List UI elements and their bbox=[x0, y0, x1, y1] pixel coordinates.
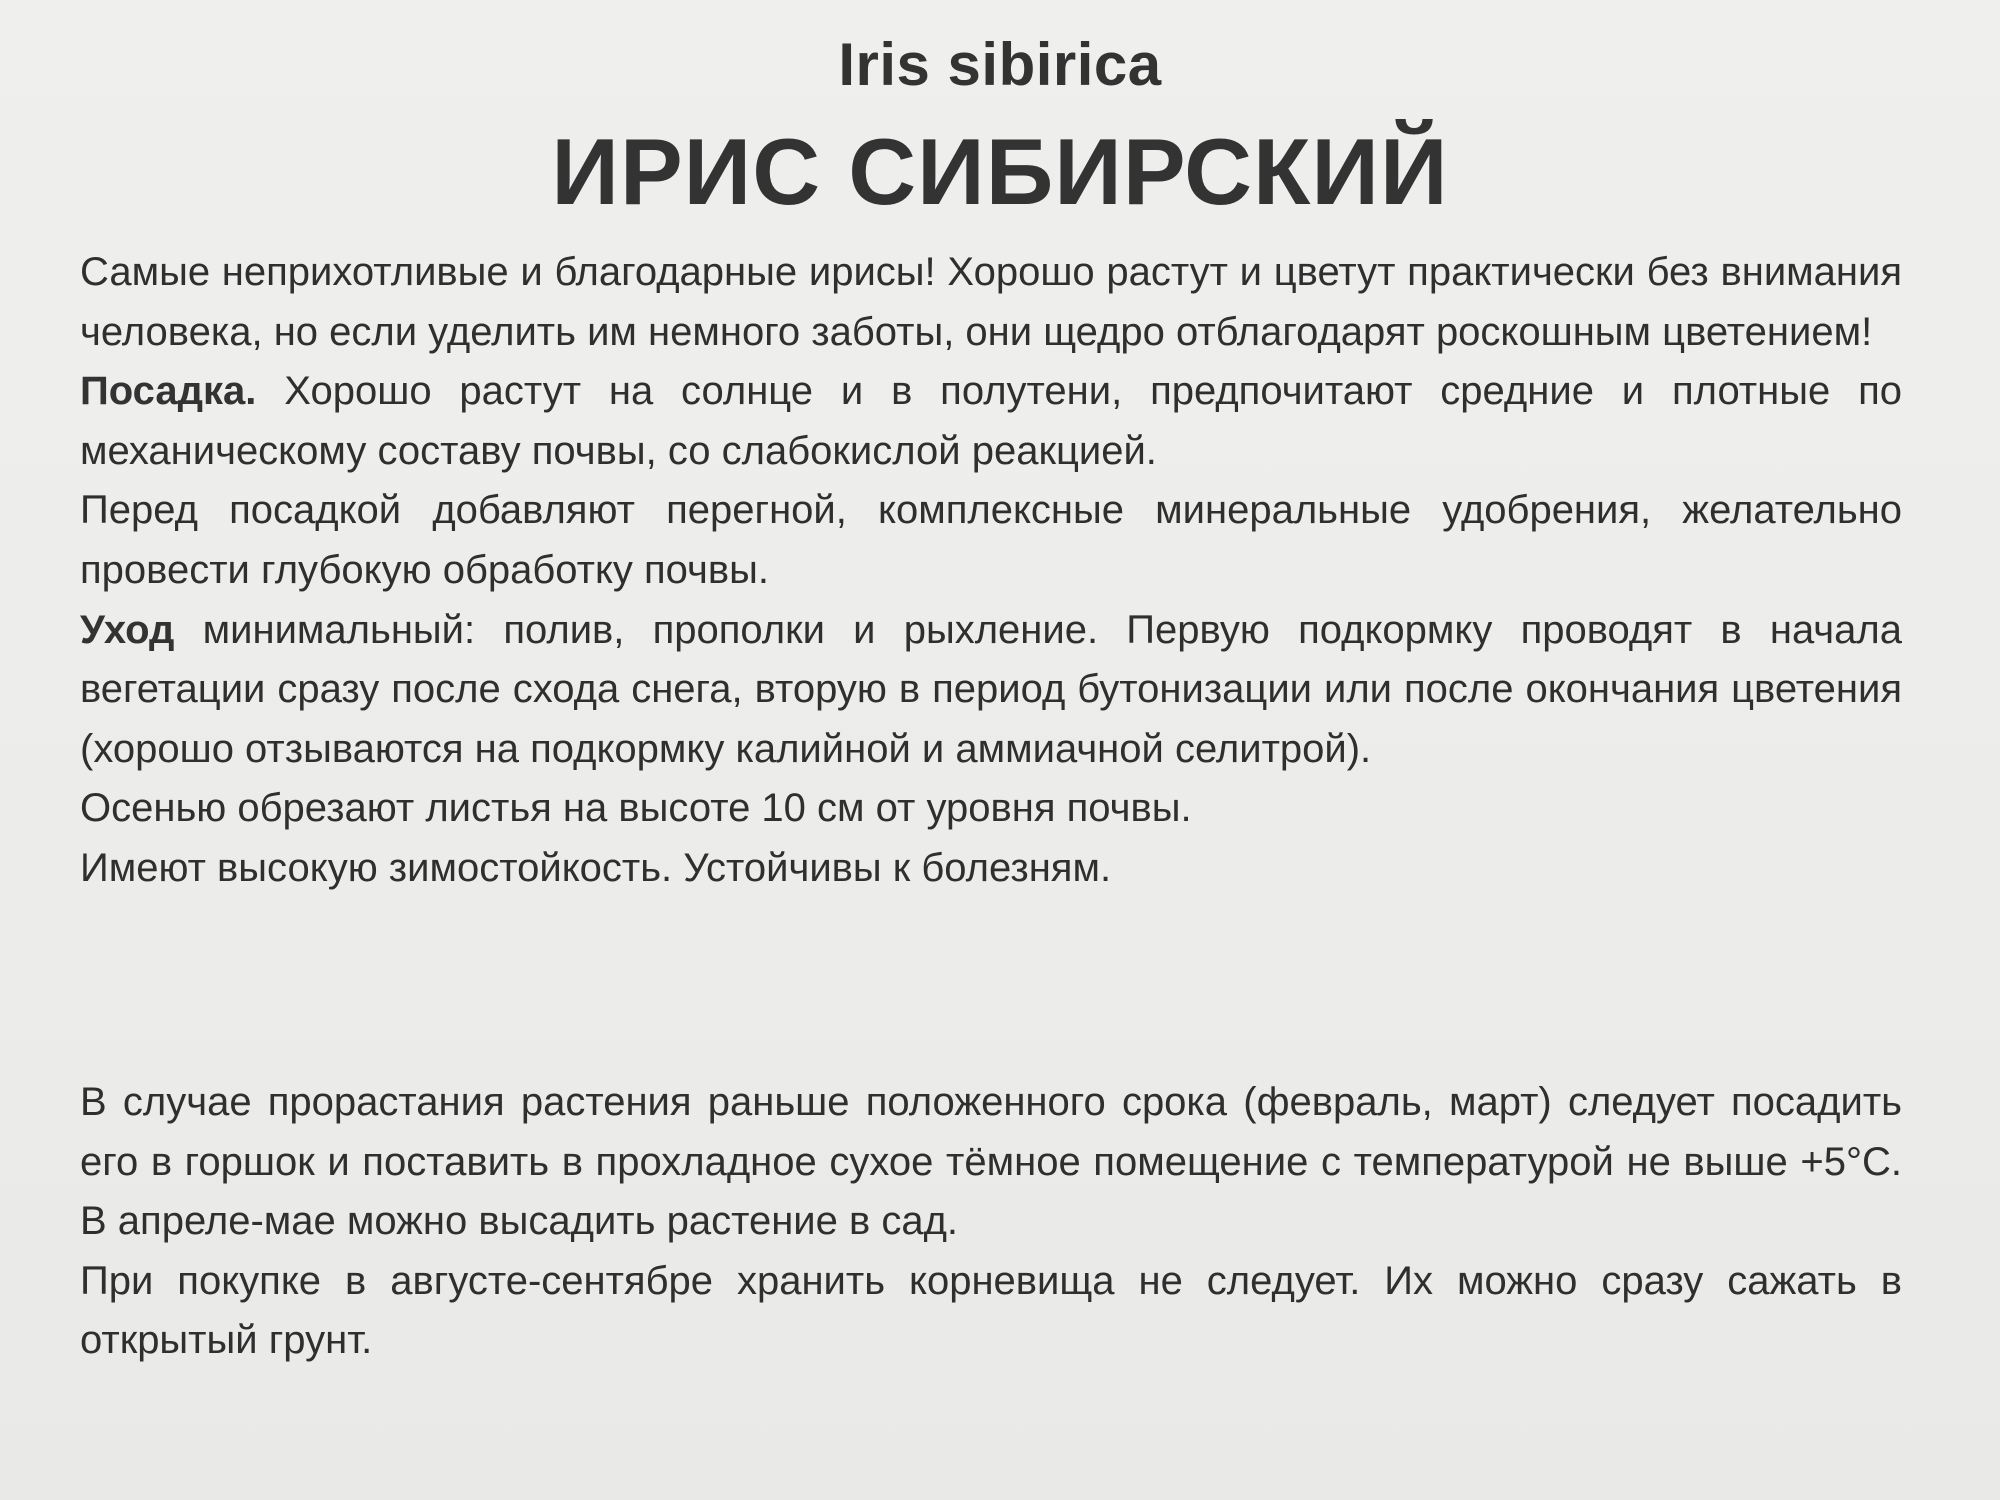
hardiness-paragraph: Имеют высокую зимостойкость. Устойчивы к болезням. bbox=[80, 845, 1112, 890]
storage-paragraph: При покупке в августе-сентябре хранить корневища не следует. Их можно сразу сажать в открытый грунт. bbox=[80, 1258, 1902, 1363]
russian-name-title: ИРИС СИБИРСКИЙ bbox=[551, 119, 1449, 224]
care-heading: Уход bbox=[80, 607, 175, 652]
latin-name-title: Iris sibirica bbox=[838, 31, 1162, 98]
intro-paragraph: Самые неприхотливые и благодарные ирисы! Хорошо растут и цветут практически без внимания человека, но если уделить им немного заботы, они щедро отблагодарят роскошным цветением! bbox=[80, 250, 1902, 354]
planting-heading: Посадка. bbox=[80, 369, 257, 414]
storage-notes bbox=[80, 1073, 1902, 1371]
early-sprouting-paragraph: В случае прорастания растения раньше положенного срока (февраль, март) следует посадить его в горшок и поставить в прохладное сухое тёмное помещение с температурой не выше +5°С. В апреле-мае можно высадить растение в сад. bbox=[80, 1080, 1902, 1244]
care-instructions bbox=[80, 243, 1902, 899]
soil-prep-paragraph: Перед посадкой добавляют перегной, комплексные минеральные удобрения, желательно провести глубокую обработку почвы. bbox=[80, 488, 1902, 592]
autumn-paragraph: Осенью обрезают листья на высоте 10 см от уровня почвы. bbox=[80, 786, 1192, 831]
planting-paragraph bbox=[80, 362, 1902, 481]
planting-text: Хорошо растут на солнце и в полутени, предпочитают средние и плотные по механическому составу почвы, со слабокислой реакцией. bbox=[80, 369, 1902, 473]
care-paragraph bbox=[80, 601, 1902, 780]
care-text: минимальный: полив, прополки и рыхление. Первую подкормку проводят в начала вегетации сразу после схода снега, вторую в период бутонизации или после окончания цветения (хорошо отзываются на подкормку калийной и аммиачной селитрой). bbox=[80, 607, 1902, 771]
